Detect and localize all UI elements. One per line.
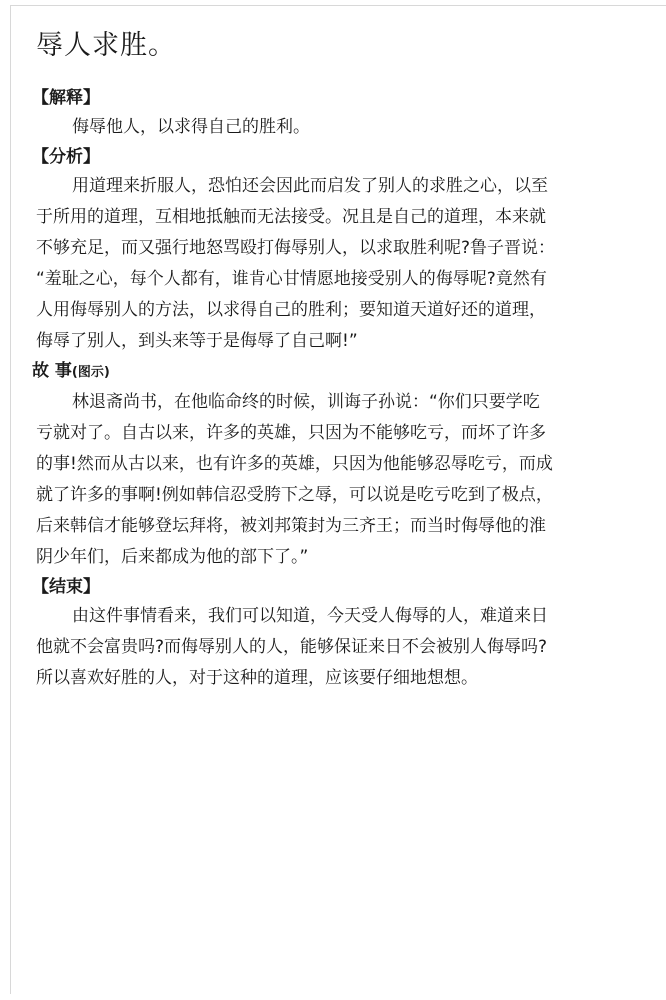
section-explain bbox=[32, 84, 652, 143]
section-analysis bbox=[32, 143, 652, 357]
section-text-explain bbox=[32, 112, 652, 143]
story-heading-note: (图示) bbox=[71, 365, 110, 380]
section-ending bbox=[32, 573, 652, 694]
text-line: 林退斋尚书，在他临命终的时候，训诲子孙说：“你们只要学吃 bbox=[72, 392, 540, 412]
page-border-top bbox=[10, 5, 666, 6]
section-text-analysis bbox=[32, 171, 652, 357]
text-line: 就了许多的事啊!例如韩信忍受胯下之辱，可以说是吃亏吃到了极点， bbox=[36, 485, 553, 505]
text-line: 所以喜欢好胜的人，对于这种的道理，应该要仔细地想想。 bbox=[36, 668, 478, 688]
text-line: 于所用的道理，互相地抵触而无法接受。况且是自己的道理，本来就 bbox=[36, 207, 546, 227]
section-text-ending bbox=[32, 601, 652, 694]
text-line: 人用侮辱别人的方法，以求得自己的胜利；要知道天道好还的道理， bbox=[36, 300, 546, 320]
section-heading-story bbox=[32, 357, 652, 387]
content-body bbox=[32, 84, 652, 694]
text-line: 亏就对了。自古以来，许多的英雄，只因为不能够吃亏，而坏了许多 bbox=[36, 423, 546, 443]
page-border-left bbox=[10, 5, 11, 994]
section-heading-explain: 【解释】 bbox=[32, 88, 100, 108]
story-heading-label: 故 事 bbox=[32, 361, 72, 381]
section-heading-analysis: 【分析】 bbox=[32, 147, 100, 167]
text-line: 的事!然而从古以来，也有许多的英雄，只因为他能够忍辱吃亏，而成 bbox=[36, 454, 553, 474]
text-line: 不够充足，而又强行地怒骂殴打侮辱别人，以求取胜利呢?鲁子晋说： bbox=[36, 238, 556, 258]
text-line: “羞耻之心，每个人都有，谁肯心甘情愿地接受别人的侮辱呢?竟然有 bbox=[36, 269, 547, 289]
text-line: 由这件事情看来，我们可以知道，今天受人侮辱的人，难道来日 bbox=[72, 606, 548, 626]
text-line: 侮辱了别人，到头来等于是侮辱了自己啊!” bbox=[36, 331, 358, 351]
text-line: 阴少年们，后来都成为他的部下了。” bbox=[36, 547, 309, 567]
text-line: 后来韩信才能够登坛拜将，被刘邦策封为三齐王；而当时侮辱他的淮 bbox=[36, 516, 546, 536]
text-line: 用道理来折服人，恐怕还会因此而启发了别人的求胜之心，以至 bbox=[72, 176, 548, 196]
text-line: 他就不会富贵吗?而侮辱别人的人，能够保证来日不会被别人侮辱吗? bbox=[36, 637, 548, 657]
section-story bbox=[32, 357, 652, 573]
section-text-story bbox=[32, 387, 652, 573]
page-title: 辱人求胜。 bbox=[36, 30, 176, 61]
section-heading-ending: 【结束】 bbox=[32, 577, 100, 597]
text-line: 侮辱他人，以求得自己的胜利。 bbox=[72, 117, 310, 137]
